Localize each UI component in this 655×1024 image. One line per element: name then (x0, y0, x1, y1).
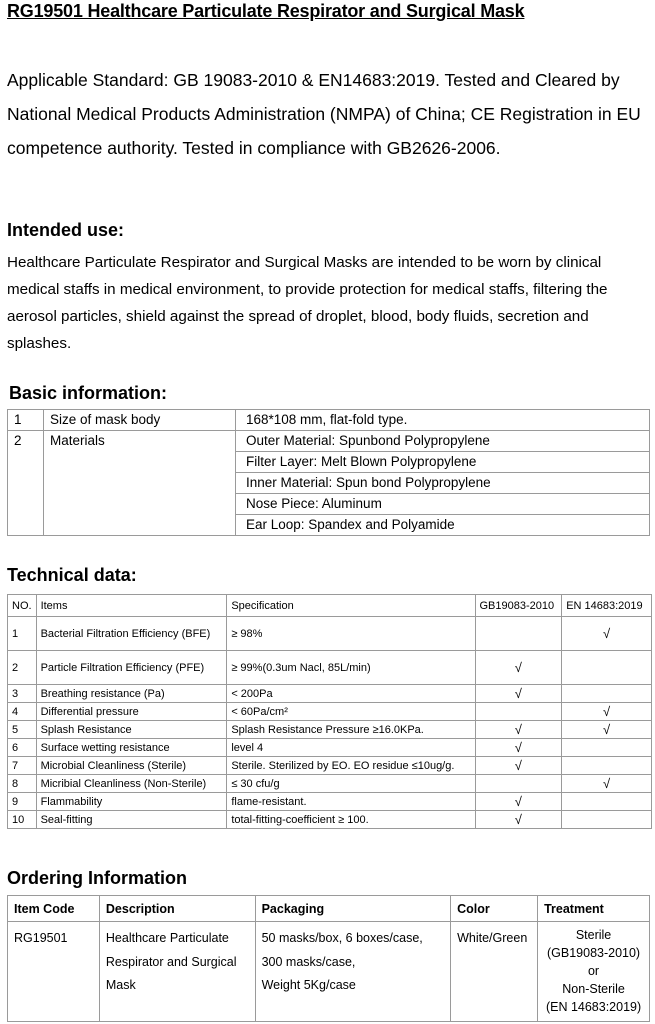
tech-no-cell: 7 (8, 757, 37, 775)
gb-check-mark: √ (475, 721, 562, 739)
tech-row (8, 811, 652, 829)
order-row (8, 922, 650, 1022)
tech-row (8, 757, 652, 775)
tech-item-cell: Particle Filtration Efficiency (PFE) (36, 651, 227, 685)
tech-header-cell: Items (36, 595, 227, 617)
order-header-row (8, 896, 650, 922)
gb-check-mark: √ (475, 651, 562, 685)
treatment-cell-line: Sterile (575, 928, 612, 942)
tech-row (8, 721, 652, 739)
tech-row (8, 703, 652, 721)
tech-item-cell: Bacterial Filtration Efficiency (BFE) (36, 617, 227, 651)
gb-check-mark (475, 703, 562, 721)
tech-header-cell: GB19083-2010 (475, 595, 562, 617)
color-cell: White/Green (451, 922, 538, 1022)
packaging-cell-line: Weight 5Kg/case (261, 978, 356, 992)
tech-spec-cell: < 60Pa/cm² (227, 703, 475, 721)
tech-item-cell: Differential pressure (36, 703, 227, 721)
basic-no-cell: 1 (8, 410, 44, 431)
tech-item-cell: Splash Resistance (36, 721, 227, 739)
item-code-cell: RG19501 (8, 922, 100, 1022)
technical-data-heading: Technical data: (7, 565, 137, 585)
tech-row (8, 793, 652, 811)
tech-row (8, 739, 652, 757)
gb-check-mark: √ (475, 793, 562, 811)
tech-spec-cell: Sterile. Sterilized by EO. EO residue ≤10ug/g. (227, 757, 475, 775)
packaging-cell (255, 922, 451, 1022)
en-check-mark (562, 685, 652, 703)
basic-item-cell: Materials (44, 431, 236, 536)
tech-item-cell: Seal-fitting (36, 811, 227, 829)
gb-check-mark: √ (475, 757, 562, 775)
tech-header-row (8, 595, 652, 617)
order-header-cell: Color (451, 896, 538, 922)
tech-spec-cell: Splash Resistance Pressure ≥16.0KPa. (227, 721, 475, 739)
tech-header-cell: NO. (8, 595, 37, 617)
tech-header-cell: EN 14683:2019 (562, 595, 652, 617)
tech-spec-cell: flame-resistant. (227, 793, 475, 811)
en-check-mark: √ (562, 721, 652, 739)
tech-no-cell: 3 (8, 685, 37, 703)
tech-no-cell: 1 (8, 617, 37, 651)
en-check-mark: √ (562, 775, 652, 793)
ordering-info-table (7, 895, 650, 1022)
gb-check-mark: √ (475, 811, 562, 829)
tech-row (8, 651, 652, 685)
description-cell-line: Mask (105, 978, 136, 992)
tech-spec-cell: ≤ 30 cfu/g (227, 775, 475, 793)
tech-no-cell: 6 (8, 739, 37, 757)
tech-spec-cell: level 4 (227, 739, 475, 757)
en-check-mark: √ (562, 617, 652, 651)
tech-item-cell: Surface wetting resistance (36, 739, 227, 757)
treatment-cell-line: (EN 14683:2019) (545, 1000, 642, 1014)
order-header-cell: Item Code (8, 896, 100, 922)
tech-no-cell: 5 (8, 721, 37, 739)
gb-check-mark (475, 617, 562, 651)
tech-header-cell: Specification (227, 595, 475, 617)
tech-row (8, 617, 652, 651)
en-check-mark (562, 651, 652, 685)
treatment-cell-line: (GB19083-2010) (546, 946, 641, 960)
basic-info-table (7, 409, 650, 536)
tech-no-cell: 8 (8, 775, 37, 793)
tech-spec-cell: ≥ 98% (227, 617, 475, 651)
tech-spec-cell: ≥ 99%(0.3um Nacl, 85L/min) (227, 651, 475, 685)
ordering-info-heading: Ordering Information (7, 868, 187, 888)
basic-value-cell: 168*108 mm, flat-fold type. (236, 410, 650, 431)
intended-use-text: Healthcare Particulate Respirator and Surgical Masks are intended to be worn by clinical medical staffs in medical environment, to provide protection for medical staffs, filtering the aerosol particles, shield against the spread of droplet, blood, body fluids, secretion and splashes. (7, 254, 608, 352)
basic-item-cell: Size of mask body (44, 410, 236, 431)
technical-data-table (7, 594, 652, 829)
treatment-cell (538, 922, 650, 1022)
basic-no-cell: 2 (8, 431, 44, 536)
tech-no-cell: 2 (8, 651, 37, 685)
document-title: RG19501 Healthcare Particulate Respirator and Surgical Mask (7, 1, 525, 21)
basic-value-cell: Nose Piece: Aluminum (236, 494, 650, 515)
description-cell-line: Respirator and Surgical (105, 954, 237, 969)
tech-row (8, 775, 652, 793)
packaging-cell-line: 50 masks/box, 6 boxes/case, (261, 931, 423, 945)
order-header-cell: Treatment (538, 896, 650, 922)
basic-value-cell: Filter Layer: Melt Blown Polypropylene (236, 452, 650, 473)
description-cell-line: Healthcare Particulate (105, 931, 229, 945)
treatment-cell-line: Non-Sterile (562, 982, 625, 996)
description-cell (99, 922, 255, 1022)
basic-value-cell: Outer Material: Spunbond Polypropylene (236, 431, 650, 452)
gb-check-mark (475, 775, 562, 793)
basic-info-heading: Basic information: (9, 383, 168, 403)
tech-spec-cell: total-fitting-coefficient ≥ 100. (227, 811, 475, 829)
tech-no-cell: 10 (8, 811, 37, 829)
treatment-cell-line: or (587, 964, 600, 978)
en-check-mark (562, 739, 652, 757)
order-header-cell: Packaging (255, 896, 451, 922)
tech-item-cell: Breathing resistance (Pa) (36, 685, 227, 703)
gb-check-mark: √ (475, 685, 562, 703)
tech-no-cell: 4 (8, 703, 37, 721)
tech-no-cell: 9 (8, 793, 37, 811)
tech-item-cell: Micribial Cleanliness (Non-Sterile) (36, 775, 227, 793)
basic-value-cell: Ear Loop: Spandex and Polyamide (236, 515, 650, 536)
tech-row (8, 685, 652, 703)
tech-spec-cell: < 200Pa (227, 685, 475, 703)
gb-check-mark: √ (475, 739, 562, 757)
en-check-mark (562, 811, 652, 829)
basic-value-cell: Inner Material: Spun bond Polypropylene (236, 473, 650, 494)
tech-item-cell: Flammability (36, 793, 227, 811)
intended-use-heading: Intended use: (7, 220, 125, 240)
packaging-cell-line: 300 masks/case, (261, 954, 356, 969)
en-check-mark: √ (562, 703, 652, 721)
tech-item-cell: Microbial Cleanliness (Sterile) (36, 757, 227, 775)
basic-info-row (8, 410, 650, 431)
basic-info-row (8, 431, 650, 452)
en-check-mark (562, 793, 652, 811)
order-header-cell: Description (99, 896, 255, 922)
en-check-mark (562, 757, 652, 775)
applicable-standard: Applicable Standard: GB 19083-2010 & EN14683:2019. Tested and Cleared by National Medical Products Administration (NMPA) of China; CE Registration in EU competence authority. Tested in compliance with GB2626-2006. (7, 70, 641, 158)
